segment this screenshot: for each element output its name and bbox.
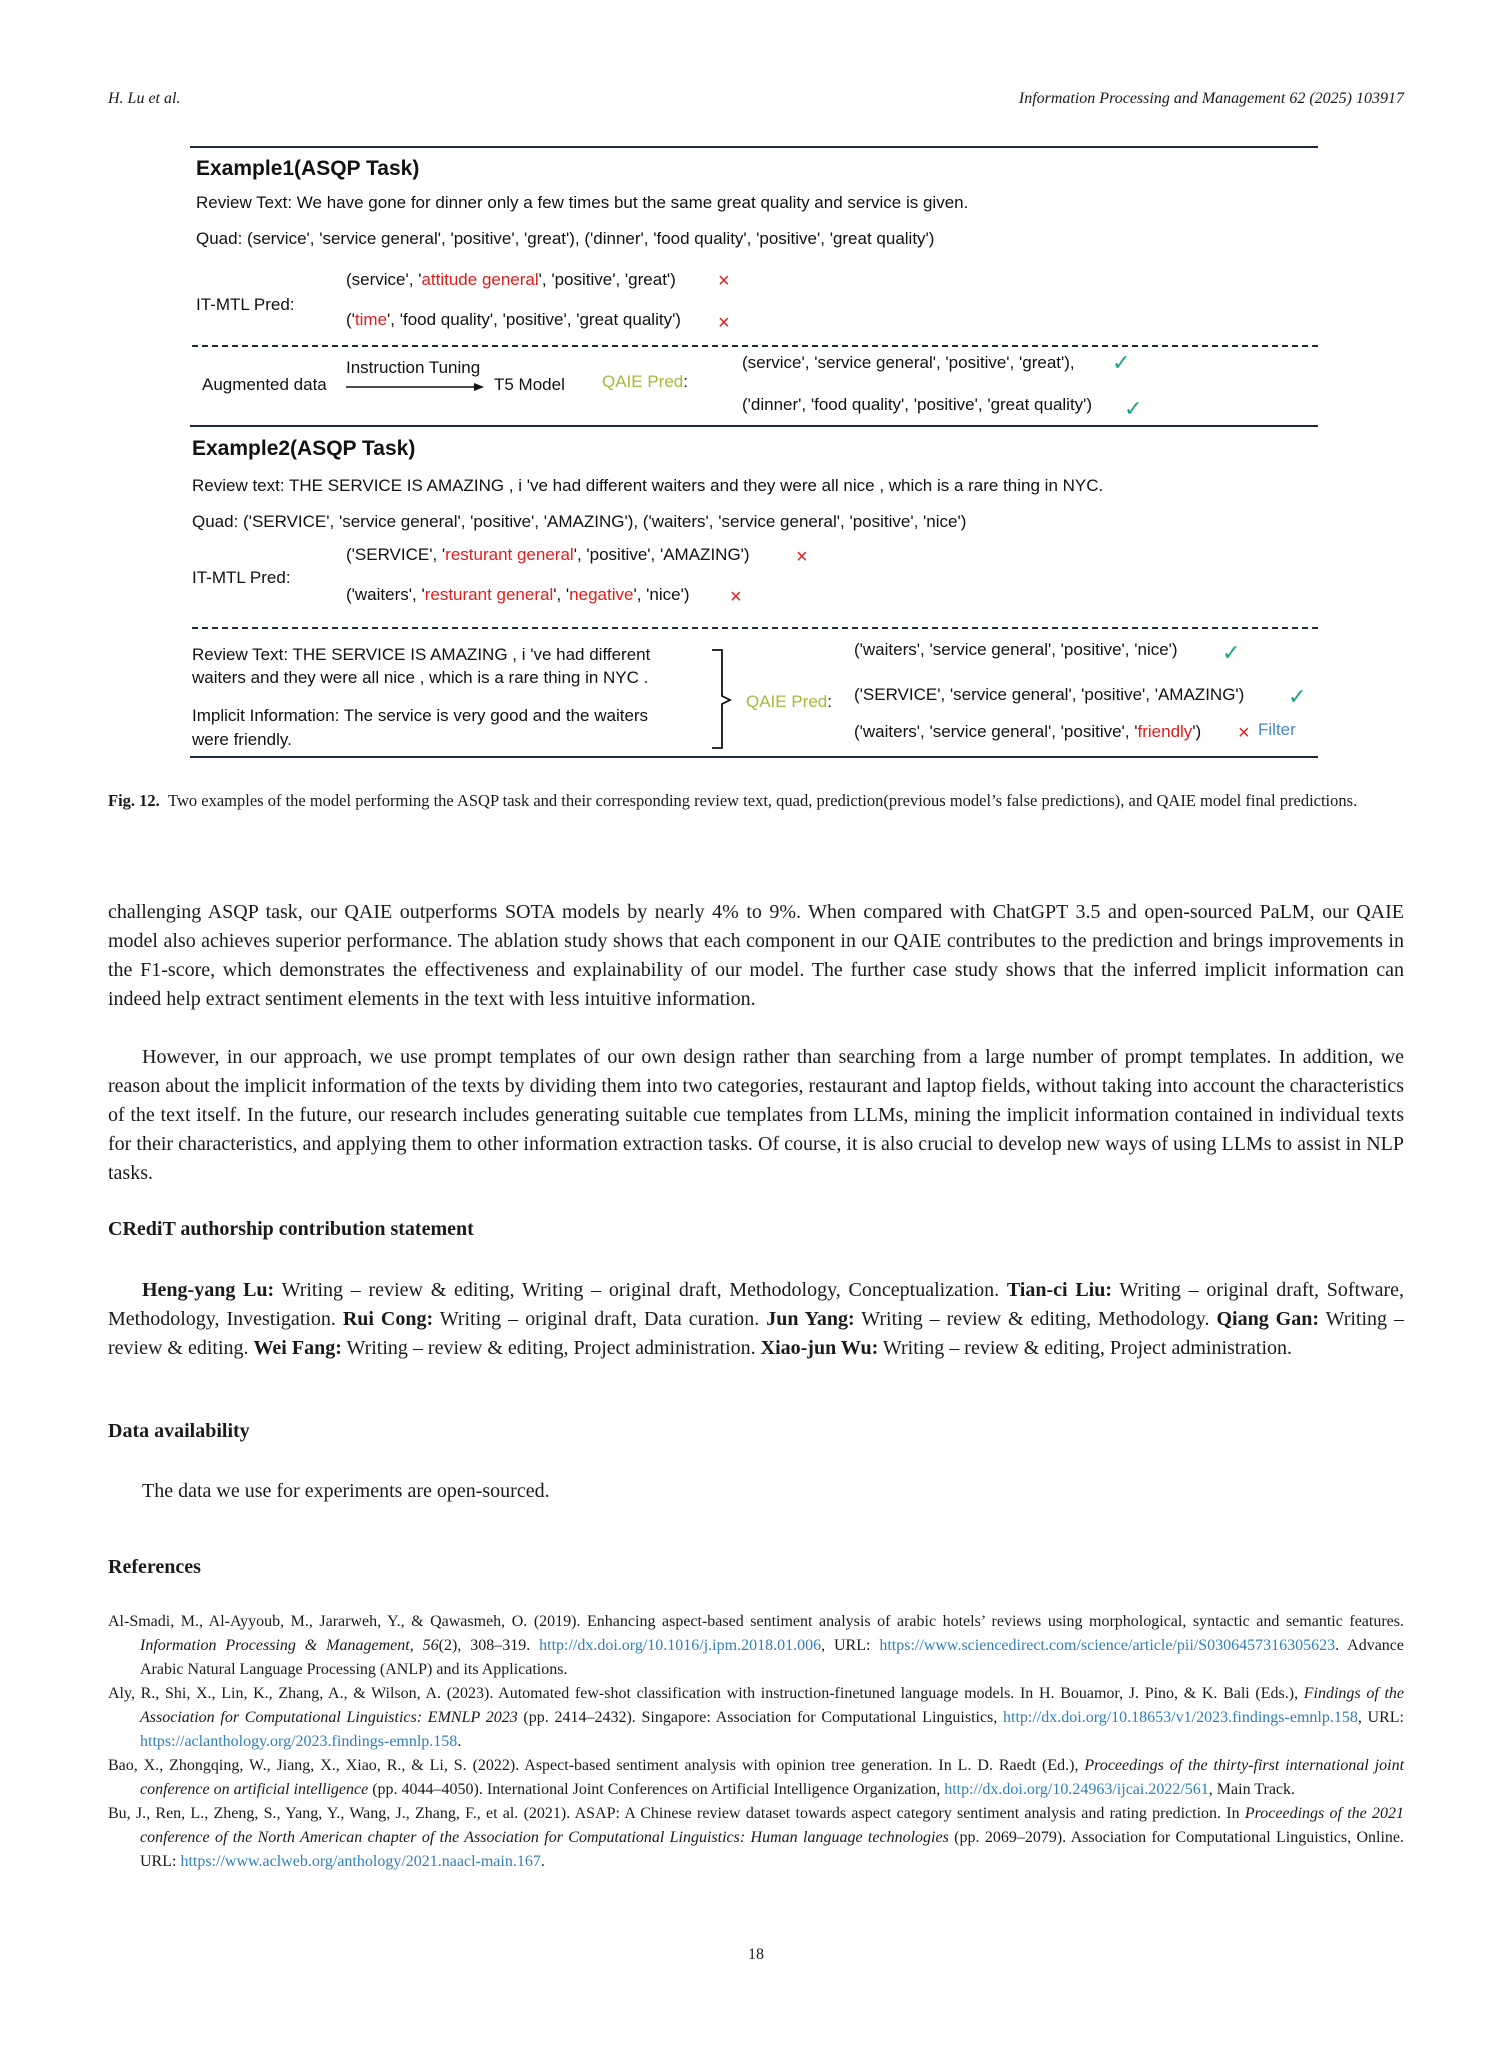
- cross-mark-icon: ×: [1238, 722, 1250, 744]
- ref-text: (pp. 4044–4050). International Joint Conferences on Artificial Intelligence Organization,: [368, 1781, 945, 1798]
- pred-text: (service', ': [346, 270, 422, 289]
- example2-qaie-pred-3: [854, 722, 1201, 742]
- cross-mark-icon: ×: [796, 546, 808, 568]
- example1-qaie-pred-1: (service', 'service general', 'positive', 'great'),: [742, 353, 1075, 372]
- author-roles: Writing – review & editing, Writing – original draft, Methodology, Conceptualization.: [274, 1279, 1007, 1301]
- ref-text: .: [457, 1733, 462, 1750]
- filter-label: Filter: [1258, 720, 1296, 739]
- pred-text: ', 'positive', 'AMAZING'): [573, 545, 750, 564]
- author-name: Qiang Gan:: [1216, 1308, 1320, 1330]
- credit-heading: CRediT authorship contribution statement: [108, 1218, 474, 1240]
- pred-text: ('SERVICE', ': [346, 545, 446, 564]
- data-availability-text: The data we use for experiments are open-sourced.: [142, 1480, 550, 1502]
- example2-qaie-pred-2: ('SERVICE', 'service general', 'positive', 'AMAZING'): [854, 685, 1245, 704]
- pred-text: ', ': [553, 585, 570, 604]
- caption-label: Fig. 12.: [108, 791, 160, 810]
- url-link[interactable]: https://www.aclweb.org/anthology/2021.naacl-main.167: [180, 1853, 541, 1870]
- wrong-category: attitude general: [421, 270, 539, 289]
- reference-item: [108, 1610, 1404, 1682]
- example1-itmtl-pred-1: [346, 270, 676, 290]
- example2-quad: Quad: ('SERVICE', 'service general', 'positive', 'AMAZING'), ('waiters', 'service general', 'positive', 'nice'): [192, 512, 967, 531]
- example1-quad: Quad: (service', 'service general', 'positive', 'great'), ('dinner', 'food quality', 'positive', 'great quality'): [196, 229, 935, 248]
- wrong-aspect: time: [354, 310, 388, 329]
- example1-itmtl-pred-2: [346, 310, 681, 330]
- body-paragraph-2: However, in our approach, we use prompt templates of our own design rather than searching from a large number of prompt templates. In addition, we reason about the implicit information of the texts by dividing them into two categories, restaurant and laptop fields, without taking into account the characteristics of the text itself. In the future, our research includes generating suitable cue templates from LLMs, mining the implicit information contained in individual texts for their characteristics, and applying them to other information extraction tasks. Of course, it is also crucial to develop new ways of using LLMs to assist in NLP tasks.: [108, 1046, 1404, 1184]
- ref-text: Al-Smadi, M., Al-Ayyoub, M., Jararweh, Y., & Qawasmeh, O. (2019). Enhancing aspect-based sentiment analysis of arabic hotels’ reviews using morphological, syntactic and semantic features.: [108, 1613, 1404, 1630]
- ref-text: Bu, J., Ren, L., Zheng, S., Yang, Y., Wang, J., Zhang, F., et al. (2021). ASAP: A Chinese review dataset towards aspect category sentiment analysis and rating prediction. In: [108, 1805, 1245, 1822]
- example2-itmtl-pred-2: [346, 585, 689, 605]
- author-roles: Writing – review & editing.: [108, 1308, 1405, 1359]
- doi-link[interactable]: http://dx.doi.org/10.1016/j.ipm.2018.01.006: [539, 1637, 822, 1654]
- pred-text: '): [1192, 722, 1202, 741]
- right-brace-icon: [710, 648, 734, 752]
- caption-text: Two examples of the model performing the ASQP task and their corresponding review text, quad, prediction(previous model’s false predictions), and QAIE model final predictions.: [168, 791, 1358, 810]
- arrow-right-icon: [346, 381, 486, 393]
- ref-book: Findings of the Association for Computational Linguistics: EMNLP 2023: [140, 1685, 1404, 1726]
- cross-mark-icon: ×: [718, 312, 730, 334]
- ref-text: ,: [409, 1637, 423, 1654]
- qaie-pred-text: QAIE Pred: [602, 372, 684, 391]
- url-link[interactable]: https://aclanthology.org/2023.findings-emnlp.158: [140, 1733, 458, 1750]
- figure-bottom-rule: [190, 756, 1318, 758]
- running-header-authors: H. Lu et al.: [108, 90, 181, 107]
- ref-text: , URL:: [821, 1637, 880, 1654]
- doi-link[interactable]: http://dx.doi.org/10.24963/ijcai.2022/561: [944, 1781, 1209, 1798]
- wrong-category: resturant general: [424, 585, 554, 604]
- author-roles: Writing – original draft, Data curation.: [433, 1308, 767, 1330]
- example2-itmtl-pred-1: [346, 545, 750, 565]
- pred-text: ', 'food quality', 'positive', 'great quality'): [387, 310, 681, 329]
- doi-link[interactable]: http://dx.doi.org/10.18653/v1/2023.findings-emnlp.158: [1003, 1709, 1358, 1726]
- cross-mark-icon: ×: [730, 586, 742, 608]
- data-availability-heading: Data availability: [108, 1420, 250, 1442]
- t5-model-label: T5 Model: [494, 375, 565, 394]
- augmented-data-label: Augmented data: [202, 375, 327, 394]
- author-name: Wei Fang:: [253, 1337, 342, 1359]
- figure-top-rule: [190, 146, 1318, 148]
- pred-text: ('waiters', ': [346, 585, 425, 604]
- example2-title: Example2(ASQP Task): [192, 437, 416, 460]
- example1-title: Example1(ASQP Task): [196, 157, 420, 180]
- running-header-journal: Information Processing and Management 62 (2025) 103917: [1018, 90, 1404, 107]
- ref-text: Bao, X., Zhongqing, W., Jiang, X., Xiao, R., & Li, S. (2022). Aspect-based sentiment analysis with opinion tree generation. In L. D. Raedt (Ed.),: [108, 1757, 1085, 1774]
- author-name: Jun Yang:: [766, 1308, 855, 1330]
- pred-text: ('waiters', 'service general', 'positive', ': [854, 722, 1138, 741]
- author-roles: Writing – review & editing, Project administration.: [878, 1337, 1293, 1359]
- author-roles: Writing – review & editing, Project administration.: [341, 1337, 761, 1359]
- wrong-sentiment: negative: [569, 585, 634, 604]
- figure-12: [190, 140, 1320, 760]
- example-separator-rule: [190, 425, 1318, 427]
- ref-text: , URL:: [1357, 1709, 1404, 1726]
- instruction-tuning-label: Instruction Tuning: [346, 358, 481, 377]
- example2-qaie-label: [746, 692, 832, 712]
- author-name: Heng-yang Lu:: [142, 1279, 275, 1301]
- author-roles: Writing – original draft, Software, Methodology, Investigation.: [108, 1279, 1404, 1330]
- check-mark-icon: ✓: [1222, 640, 1241, 665]
- pred-text: (': [346, 310, 355, 329]
- ref-text: . Advance Arabic Natural Language Processing (ANLP) and its Applications.: [140, 1637, 1405, 1678]
- pred-text: ', 'nice'): [633, 585, 690, 604]
- ref-book: Proceedings of the thirty-first international joint conference on artificial intelligence: [140, 1757, 1405, 1798]
- author-name: Xiao-jun Wu:: [760, 1337, 879, 1359]
- check-mark-icon: ✓: [1112, 350, 1131, 375]
- example2-implicit-line-1: Implicit Information: The service is very good and the waiters: [192, 706, 649, 725]
- figure-caption: [108, 788, 1404, 813]
- example2-review-line-1: Review Text: THE SERVICE IS AMAZING , i 've had different: [192, 645, 651, 664]
- reference-item: [108, 1754, 1404, 1802]
- wrong-category: resturant general: [445, 545, 574, 564]
- example1-dashed-divider: [192, 345, 1318, 347]
- colon: :: [827, 692, 832, 711]
- cross-mark-icon: ×: [718, 270, 730, 292]
- qaie-pred-text: QAIE Pred: [746, 692, 828, 711]
- references-heading: References: [108, 1556, 201, 1578]
- example2-itmtl-label: IT-MTL Pred:: [192, 568, 291, 587]
- ref-text: (pp. 2414–2432). Singapore: Association for Computational Linguistics,: [517, 1709, 1004, 1726]
- example1-review-text: Review Text: We have gone for dinner only a few times but the same great quality and service is given.: [196, 193, 969, 212]
- example2-qaie-pred-1: ('waiters', 'service general', 'positive', 'nice'): [854, 640, 1178, 659]
- reference-item: [108, 1802, 1404, 1874]
- ref-text: (pp. 2069–2079). Association for Computational Linguistics, Online. URL:: [140, 1829, 1405, 1870]
- ref-book: Proceedings of the 2021 conference of the North American chapter of the Association for Computational Linguistics: Human language technologies: [140, 1805, 1404, 1846]
- page-number: 18: [748, 1946, 764, 1963]
- example2-review-text: Review text: THE SERVICE IS AMAZING , i 've had different waiters and they were all nice , which is a rare thing in NYC.: [192, 476, 1104, 495]
- reference-item: [108, 1682, 1404, 1754]
- url-link[interactable]: https://www.sciencedirect.com/science/article/pii/S0306457316305623: [879, 1637, 1336, 1654]
- credit-statement: [108, 1276, 1404, 1363]
- ref-text: (2), 308–319.: [438, 1637, 540, 1654]
- ref-text: , Main Track.: [1208, 1781, 1296, 1798]
- ref-text: .: [540, 1853, 545, 1870]
- ref-journal: Information Processing & Management: [140, 1637, 410, 1654]
- reference-list: [108, 1610, 1404, 1874]
- pred-text: ', 'positive', 'great'): [538, 270, 676, 289]
- colon: :: [683, 372, 688, 391]
- example2-implicit-line-2: were friendly.: [192, 730, 292, 749]
- author-roles: Writing – review & editing, Methodology.: [854, 1308, 1217, 1330]
- example2-review-line-2: waiters and they were all nice , which is a rare thing in NYC .: [192, 668, 649, 687]
- example1-itmtl-label: IT-MTL Pred:: [196, 295, 295, 314]
- author-name: Tian-ci Liu:: [1006, 1279, 1113, 1301]
- ref-volume: 56: [422, 1637, 439, 1654]
- check-mark-icon: ✓: [1124, 396, 1143, 421]
- example2-dashed-divider: [192, 627, 1318, 629]
- check-mark-icon: ✓: [1288, 684, 1307, 709]
- author-name: Rui Cong:: [342, 1308, 434, 1330]
- filtered-opinion: friendly: [1137, 722, 1193, 741]
- body-paragraph-1: challenging ASQP task, our QAIE outperforms SOTA models by nearly 4% to 9%. When compared with ChatGPT 3.5 and open-sourced PaLM, our QAIE model also achieves superior performance. The ablation study shows that each component in our QAIE contributes to the prediction and brings improvements in the F1-score, which demonstrates the effectiveness and explainability of our model. The further case study shows that the inferred implicit information can indeed help extract sentiment elements in the text with less intuitive information.: [108, 901, 1404, 1010]
- ref-text: Aly, R., Shi, X., Lin, K., Zhang, A., & Wilson, A. (2023). Automated few-shot classification with instruction-finetuned language models. In H. Bouamor, J. Pino, & K. Bali (Eds.),: [108, 1685, 1304, 1702]
- example1-qaie-label: [602, 372, 688, 392]
- example1-qaie-pred-2: ('dinner', 'food quality', 'positive', 'great quality'): [742, 395, 1093, 414]
